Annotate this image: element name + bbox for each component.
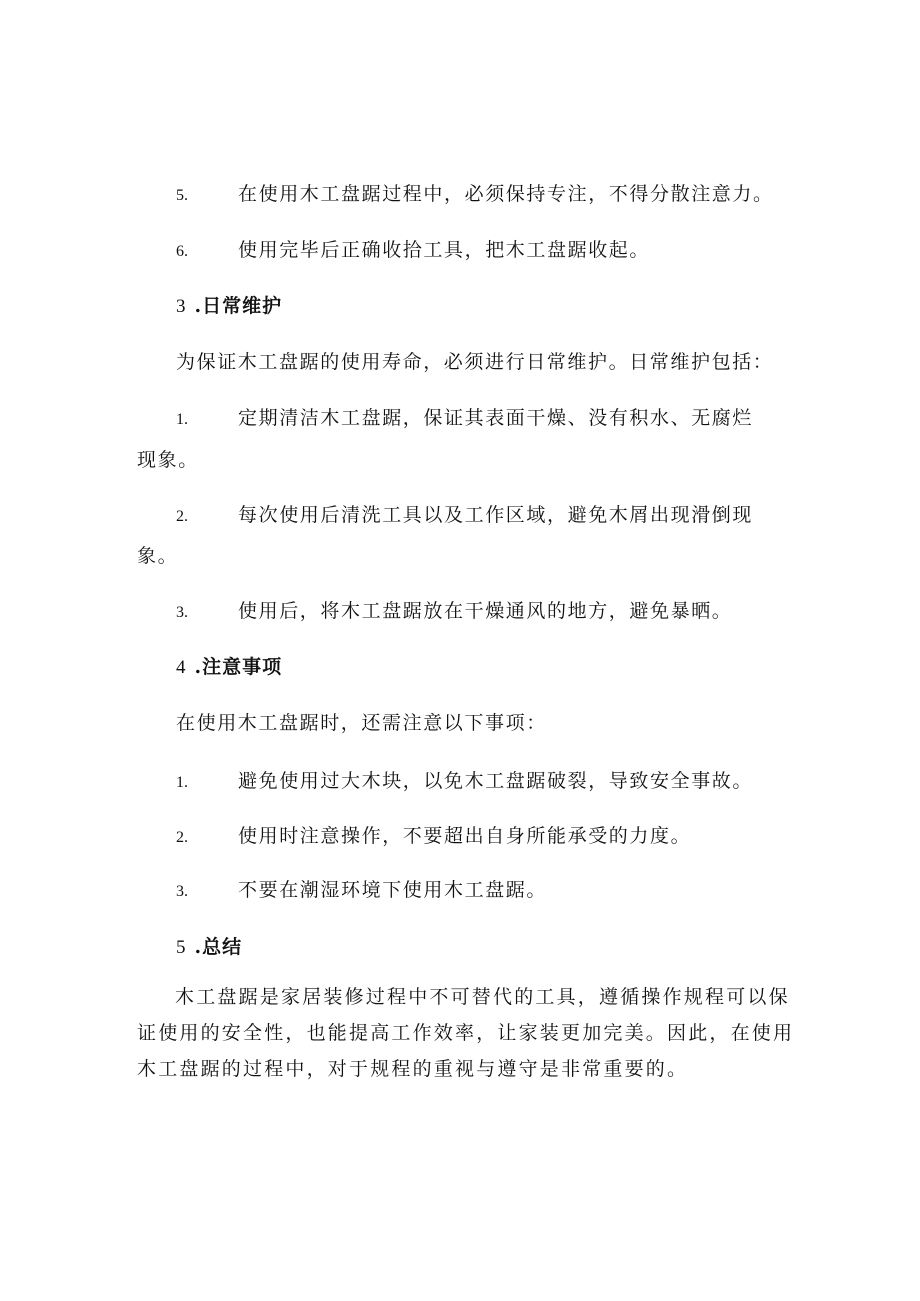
- list-item-number: 1.: [176, 774, 188, 791]
- list-item-text-continuation: 现象。: [137, 449, 199, 471]
- section-intro: 在使用木工盘踞时，还需注意以下事项：: [176, 712, 547, 734]
- list-item-text: 避免使用过大木块，以免木工盘踞破裂，导致安全事故。: [238, 770, 754, 792]
- list-item-number: 2.: [176, 829, 188, 846]
- list-item-text: 使用完毕后正确收拾工具，把木工盘踞收起。: [238, 239, 651, 261]
- section-title: .注意事项: [194, 656, 283, 678]
- list-item-text: 不要在潮湿环境下使用木工盘踞。: [238, 879, 548, 901]
- section-heading-notes: [176, 655, 282, 680]
- summary-paragraph: 木工盘踞是家居装修过程中不可替代的工具，遵循操作规程可以保证使用的安全性，也能提高工作效率，让家装更加完美。因此，在使用木工盘踞的过程中，对于规程的重视与遵守是非常重要的。: [137, 986, 795, 1080]
- section-number: 4: [176, 657, 187, 678]
- list-item-number: 1.: [176, 411, 188, 428]
- list-item-text: 定期清洁木工盘踞，保证其表面干燥、没有积水、无腐烂: [238, 407, 754, 429]
- section-title: .日常维护: [194, 295, 283, 317]
- list-item-text: 使用时注意操作，不要超出自身所能承受的力度。: [238, 825, 692, 847]
- section-heading-summary: [176, 935, 242, 960]
- section-title: .总结: [194, 936, 243, 958]
- list-item-text-continuation: 象。: [137, 545, 179, 567]
- list-item-number: 3.: [176, 604, 188, 621]
- list-item-number: 5.: [176, 187, 188, 204]
- list-item-number: 2.: [176, 508, 188, 525]
- section-heading-maintenance: [176, 294, 282, 319]
- list-item-number: 6.: [176, 243, 188, 260]
- list-item-text: 每次使用后清洗工具以及工作区域，避免木屑出现滑倒现: [238, 504, 754, 526]
- section-number: 5: [176, 937, 187, 958]
- list-item-text: 在使用木工盘踞过程中，必须保持专注，不得分散注意力。: [238, 183, 774, 205]
- list-item-text: 使用后，将木工盘踞放在干燥通风的地方，避免暴晒。: [238, 600, 733, 622]
- section-number: 3: [176, 296, 187, 317]
- section-intro: 为保证木工盘踞的使用寿命，必须进行日常维护。日常维护包括：: [176, 351, 774, 373]
- list-item-number: 3.: [176, 883, 188, 900]
